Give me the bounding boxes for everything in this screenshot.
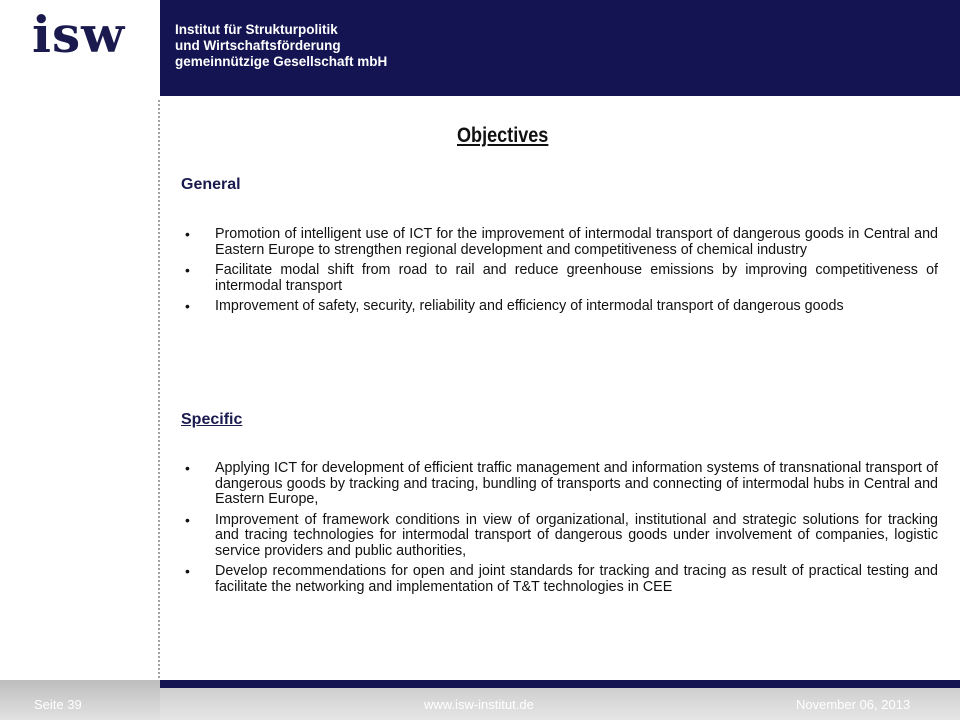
divider-dotted	[158, 100, 160, 678]
list-item	[181, 461, 938, 508]
list-item	[181, 564, 938, 595]
specific-bullet-list	[181, 461, 938, 600]
bullet-icon: •	[185, 226, 190, 242]
list-item	[181, 263, 938, 294]
bullet-text: Applying ICT for development of efficient traffic management and information systems of transnational transport of dangerous goods by tracking and tracing, bundling of transports and connecting of intermodal hubs in Central and Eastern Europe,	[215, 460, 938, 507]
list-item	[181, 513, 938, 560]
list-item	[181, 299, 938, 315]
bullet-icon: •	[185, 262, 190, 278]
bullet-icon: •	[185, 460, 190, 476]
general-heading: General	[181, 176, 241, 193]
bullet-text: Develop recommendations for open and joint standards for tracking and tracing as result of practical testing and facilitate the networking and implementation of T&T technologies in CEE	[215, 563, 938, 595]
header-bar	[160, 0, 960, 96]
bullet-text: Improvement of framework conditions in view of organizational, institutional and strategic solutions for tracking and tracing technologies for intermodal transport of dangerous goods under involvement of companies, logistic service providers and public authorities,	[215, 511, 938, 559]
general-bullet-list	[181, 227, 938, 320]
bullet-text: Facilitate modal shift from road to rail and reduce greenhouse emissions by improving competitiveness of intermodal transport	[215, 262, 938, 294]
bullet-icon: •	[185, 563, 190, 579]
bullet-text: Promotion of intelligent use of ICT for the improvement of intermodal transport of dangerous goods in Central and Eastern Europe to strengthen regional development and competitiveness of chemical industry	[215, 226, 938, 258]
logo-area	[0, 0, 160, 96]
footer-date: November 06, 2013	[796, 697, 911, 712]
org-line-3: gemeinnützige Gesellschaft mbH	[175, 54, 388, 69]
footer-navy-bar	[160, 680, 960, 688]
page-number: Seite 39	[34, 697, 82, 712]
bullet-icon: •	[185, 511, 190, 528]
org-line-2: und Wirtschaftsförderung	[175, 38, 341, 53]
slide-title: Objectives	[457, 124, 549, 147]
isw-logo: isw	[32, 5, 126, 64]
website-link[interactable]: www.isw-institut.de	[424, 697, 534, 712]
organization-name	[175, 22, 387, 70]
specific-heading: Specific	[181, 411, 243, 428]
org-line-1: Institut für Strukturpolitik	[175, 22, 338, 37]
list-item	[181, 227, 938, 258]
bullet-text: Improvement of safety, security, reliability and efficiency of intermodal transport of dangerous goods	[215, 298, 844, 314]
bullet-icon: •	[185, 298, 190, 314]
